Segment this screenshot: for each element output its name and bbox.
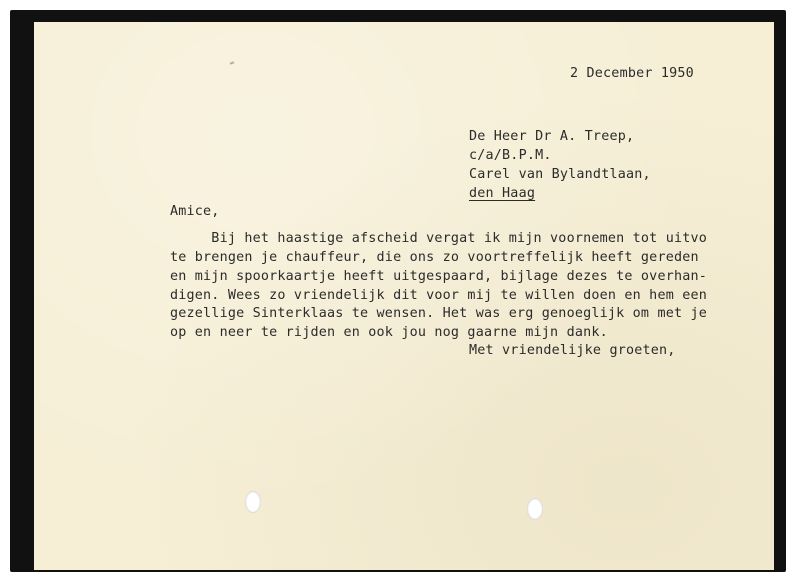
paper-mark [230, 61, 234, 64]
body-line: gezellige Sinterklaas te wensen. Het was erg genoeglijk om met je [170, 306, 708, 321]
address-line-city: den Haag [469, 186, 536, 201]
punch-hole-left [245, 491, 261, 513]
body-line: en mijn spoorkaartje heeft uitgespaard, bijlage dezes te overhan- [170, 269, 708, 284]
address-line-recipient: De Heer Dr A. Treep, [469, 129, 635, 144]
body-line: digen. Wees zo vriendelijk dit voor mij te willen doen en hem een [170, 288, 708, 303]
body-line: te brengen je chauffeur, die ons zo voortreffelijk heeft gereden [170, 250, 699, 265]
letter-date: 2 December 1950 [570, 66, 694, 81]
body-line: op en neer te rijden en ook jou nog gaarne mijn dank. [170, 325, 608, 340]
body-line: Bij het haastige afscheid vergat ik mijn voornemen tot uitvo [170, 231, 708, 246]
punch-hole-right [527, 498, 543, 520]
letter-salutation: Amice, [170, 204, 220, 219]
address-line-care-of: c/a/B.P.M. [469, 148, 552, 163]
letter-closing: Met vriendelijke groeten, [469, 343, 676, 358]
address-line-street: Carel van Bylandtlaan, [469, 167, 651, 182]
